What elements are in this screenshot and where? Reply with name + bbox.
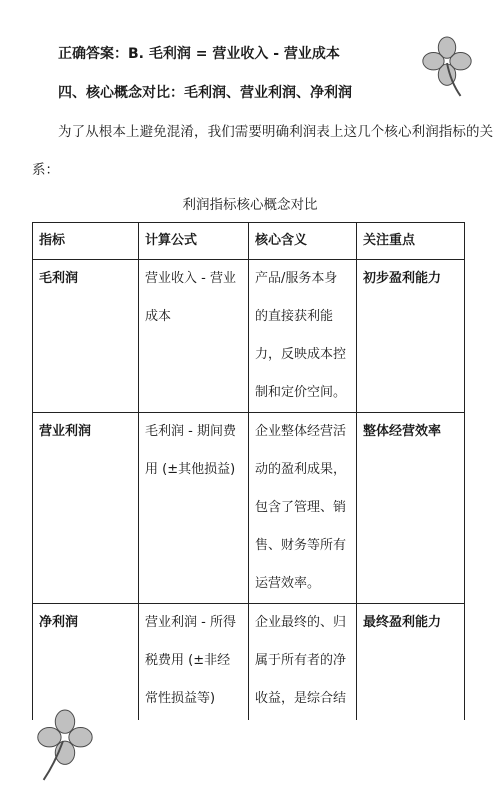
cell-metric: 毛利润 (33, 260, 139, 413)
cell-focus: 最终盈利能力 (357, 604, 465, 721)
table-row (33, 413, 465, 604)
cell-meaning: 企业整体经营活动的盈利成果，包含了管理、销售、财务等所有运营效率。 (249, 413, 357, 604)
profit-comparison-table (32, 222, 465, 720)
cell-focus: 初步盈利能力 (357, 260, 465, 413)
cell-meaning: 产品/服务本身的直接获利能力，反映成本控制和定价空间。 (249, 260, 357, 413)
cell-metric: 营业利润 (33, 413, 139, 604)
table-row (33, 260, 465, 413)
cell-focus: 整体经营效率 (357, 413, 465, 604)
answer-line: 正确答案：B. 毛利润 = 营业收入 - 营业成本 (58, 46, 340, 62)
table-caption: 利润指标核心概念对比 (182, 197, 318, 213)
cell-formula: 营业利润 - 所得税费用 (±非经常性损益等) (139, 604, 249, 721)
intro-paragraph-line-2: 系： (32, 162, 59, 178)
section-heading: 四、核心概念对比：毛利润、营业利润、净利润 (58, 85, 352, 101)
intro-paragraph-line-1: 为了从根本上避免混淆，我们需要明确利润表上这几个核心利润指标的关 (58, 124, 494, 140)
clover-icon (30, 706, 98, 782)
header-focus: 关注重点 (357, 223, 465, 260)
cell-meaning: 企业最终的、归属于所有者的净收益，是综合结 (249, 604, 357, 721)
table-row (33, 604, 465, 721)
cell-formula: 毛利润 - 期间费用 (±其他损益) (139, 413, 249, 604)
header-formula: 计算公式 (139, 223, 249, 260)
header-meaning: 核心含义 (249, 223, 357, 260)
cell-formula: 营业收入 - 营业成本 (139, 260, 249, 413)
clover-icon (418, 34, 476, 98)
cell-metric: 净利润 (33, 604, 139, 721)
table-header-row (33, 223, 465, 260)
header-metric: 指标 (33, 223, 139, 260)
